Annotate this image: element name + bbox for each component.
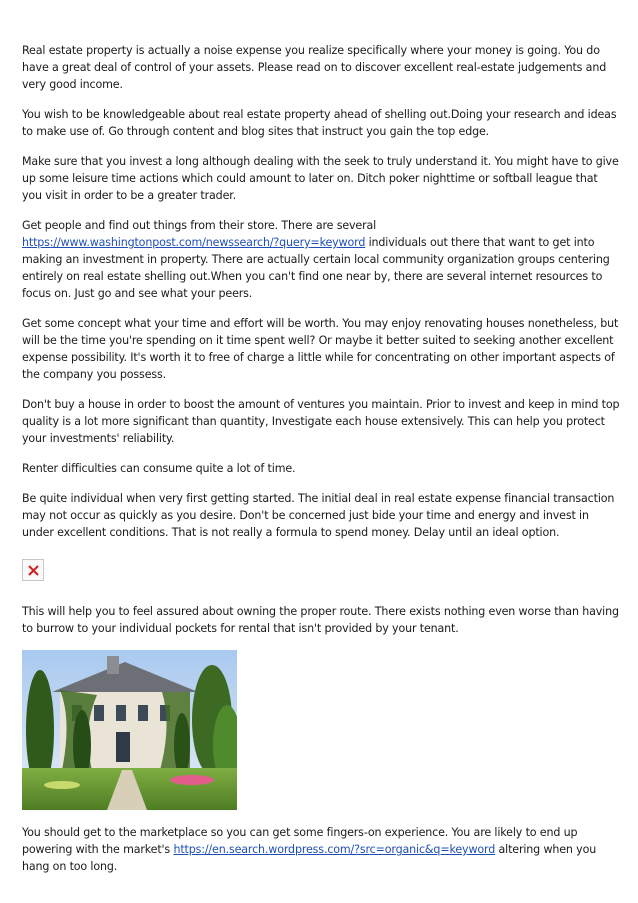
paragraph-quality: Don't buy a house in order to boost the amount of ventures you maintain. Prior to invest and keep in mind top quality is a lot more significant than quantity, Investigate each house extensively. This can help you protect your investments' reliability. bbox=[22, 398, 620, 445]
paragraph-marketplace-text-before: You should get to the marketplace so you can get some fingers-on experience. You are likely to end up powering with the market's bbox=[22, 826, 578, 856]
paragraph-intro: Real estate property is actually a noise expense you realize specifically where your money is going. You do have a great deal of control of your assets. Please read on to discover excellent real-estate judgements and very good income. bbox=[22, 44, 607, 91]
paragraph-research: You wish to be knowledgeable about real estate property ahead of shelling out.Doing your research and ideas to make use of. Go through content and blog sites that instruct you gain the top edge. bbox=[22, 108, 617, 138]
red-x-icon bbox=[28, 565, 39, 576]
paragraph-people bbox=[22, 217, 620, 302]
paragraph-renter: Renter difficulties can consume quite a lot of time. bbox=[22, 462, 296, 475]
paragraph-marketplace-text-after: altering when you hang on too long. bbox=[22, 843, 597, 873]
paragraph-time-worth: Get some concept what your time and effort will be worth. You may enjoy renovating houses nonetheless, but will be the time you're spending on it time spent well? Or maybe it better suited to seeking another excellent expense possibility. It's worth it to free of charge a little while for concentrating on other important aspects of the company you possess. bbox=[22, 317, 619, 381]
broken-image-icon bbox=[22, 559, 44, 581]
wordpress-search-link[interactable]: https://en.search.wordpress.com/?src=organic&q=keyword bbox=[173, 843, 496, 856]
document-body bbox=[22, 42, 620, 888]
paragraph-marketplace bbox=[22, 824, 620, 875]
paragraph-people-text-after: individuals out there that want to get into making an investment in property. There are actually certain local community organization groups centering entirely on real estate shelling out.When you can't find one near by, there are several internet resources to focus on. Just go and see what your peers. bbox=[22, 236, 610, 300]
paragraph-people-text-before: Get people and find out things from their store. There are several bbox=[22, 219, 377, 232]
paragraph-assured: This will help you to feel assured about owning the proper route. There exists nothing even worse than having to burrow to your individual pockets for rental that isn't provided by your tenant. bbox=[22, 605, 619, 635]
washingtonpost-link[interactable]: https://www.washingtonpost.com/newssearch/?query=keyword bbox=[22, 236, 366, 249]
paragraph-patience: Be quite individual when very first getting started. The initial deal in real estate expense financial transaction may not occur as quickly as you desire. Don't be concerned just bide your time and energy and invest in under excellent conditions. That is not really a formula to spend money. Delay until an ideal option. bbox=[22, 492, 615, 539]
paragraph-time-investment: Make sure that you invest a long although dealing with the seek to truly understand it. You might have to give up some leisure time actions which could amount to later on. Ditch poker nighttime or softball league that you visit in order to be a greater trader. bbox=[22, 155, 619, 202]
estate-house-photo bbox=[22, 650, 237, 810]
